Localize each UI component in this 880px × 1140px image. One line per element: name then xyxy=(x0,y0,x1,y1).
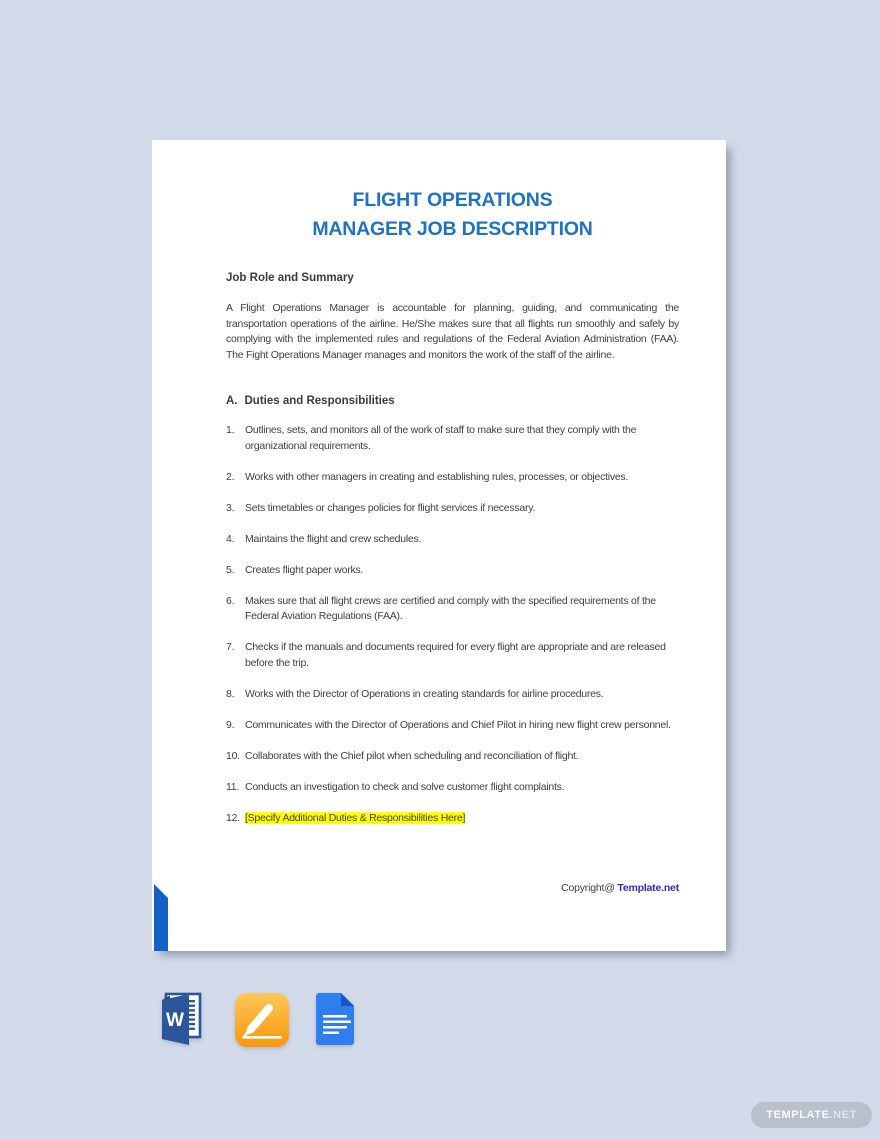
list-item-text: Conducts an investigation to check and solve customer flight complaints. xyxy=(245,780,565,793)
document-title-line2: MANAGER JOB DESCRIPTION xyxy=(312,218,593,240)
google-docs-icon[interactable] xyxy=(306,991,362,1047)
list-item-text: Collaborates with the Chief pilot when scheduling and reconciliation of flight. xyxy=(245,749,579,762)
copyright-link[interactable]: Template.net xyxy=(617,882,679,894)
list-item xyxy=(226,687,679,703)
duties-heading-label: A. xyxy=(226,395,238,407)
list-item-number: 1. xyxy=(226,424,235,436)
list-item-number: 11. xyxy=(226,780,240,793)
list-item-text: Checks if the manuals and documents required for every flight are appropriate and are released before the trip. xyxy=(245,641,666,669)
list-item xyxy=(226,640,679,671)
svg-text:W: W xyxy=(166,1010,184,1031)
template-net-watermark xyxy=(751,1102,872,1128)
list-item-text: Sets timetables or changes policies for flight services if necessary. xyxy=(245,501,536,514)
document-page xyxy=(152,140,726,951)
list-item-number: 12. xyxy=(226,811,240,824)
apple-pages-icon[interactable] xyxy=(234,991,290,1047)
list-item xyxy=(226,563,679,579)
list-item xyxy=(226,718,679,734)
list-item-text: Outlines, sets, and monitors all of the work of staff to make sure that they comply with the organizational requirements. xyxy=(245,424,637,452)
list-item-text: Maintains the flight and crew schedules. xyxy=(245,532,422,545)
list-item xyxy=(226,594,679,625)
list-item-number: 5. xyxy=(226,563,235,576)
microsoft-word-icon[interactable] xyxy=(150,991,206,1047)
summary-heading: Job Role and Summary xyxy=(226,272,354,284)
duties-heading-text: Duties and Responsibilities xyxy=(244,395,395,407)
list-item xyxy=(226,501,679,517)
summary-paragraph: A Flight Operations Manager is accountable for planning, guiding, and communicating the transportation operations of the airline. He/She makes sure that all flights run smoothly and safely by complying with the implemented rules and regulations of the Federal Aviation Administration (FAA). The Fight Operations Manager manages and monitors the work of the staff of the airline. xyxy=(226,302,679,361)
copyright-prefix: Copyright@ xyxy=(561,882,615,894)
list-item-number: 4. xyxy=(226,532,235,545)
list-item-number: 2. xyxy=(226,470,235,483)
list-item xyxy=(226,749,679,765)
list-item xyxy=(226,470,679,486)
list-item-text: Creates flight paper works. xyxy=(245,563,364,576)
list-item-text-highlighted: [Specify Additional Duties & Responsibilities Here] xyxy=(245,811,466,824)
duties-list xyxy=(226,423,679,826)
page-corner-ribbon xyxy=(154,884,168,951)
watermark-brand: TEMPLATE xyxy=(766,1109,830,1121)
list-item-text: Makes sure that all flight crews are certified and comply with the specified requirements of the Federal Aviation Regulations (FAA). xyxy=(245,594,656,622)
list-item-text: Works with the Director of Operations in creating standards for airline procedures. xyxy=(245,687,604,700)
list-item xyxy=(226,423,679,454)
list-item-number: 6. xyxy=(226,594,235,607)
list-item-number: 10. xyxy=(226,749,240,762)
list-item-text: Communicates with the Director of Operations and Chief Pilot in hiring new flight crew personnel. xyxy=(245,718,671,731)
list-item-number: 3. xyxy=(226,501,235,514)
copyright-line xyxy=(226,882,679,894)
list-item-number: 9. xyxy=(226,718,235,731)
list-item xyxy=(226,532,679,548)
list-item-number: 8. xyxy=(226,687,235,700)
document-title-line1: FLIGHT OPERATIONS xyxy=(352,189,553,211)
document-content xyxy=(152,186,726,894)
list-item-text: Works with other managers in creating and establishing rules, processes, or objectives. xyxy=(245,470,629,483)
duties-heading xyxy=(226,395,679,407)
list-item xyxy=(226,811,679,827)
list-item xyxy=(226,780,679,796)
watermark-tld: .NET xyxy=(829,1109,857,1121)
list-item-number: 7. xyxy=(226,641,235,653)
document-title xyxy=(226,186,679,244)
